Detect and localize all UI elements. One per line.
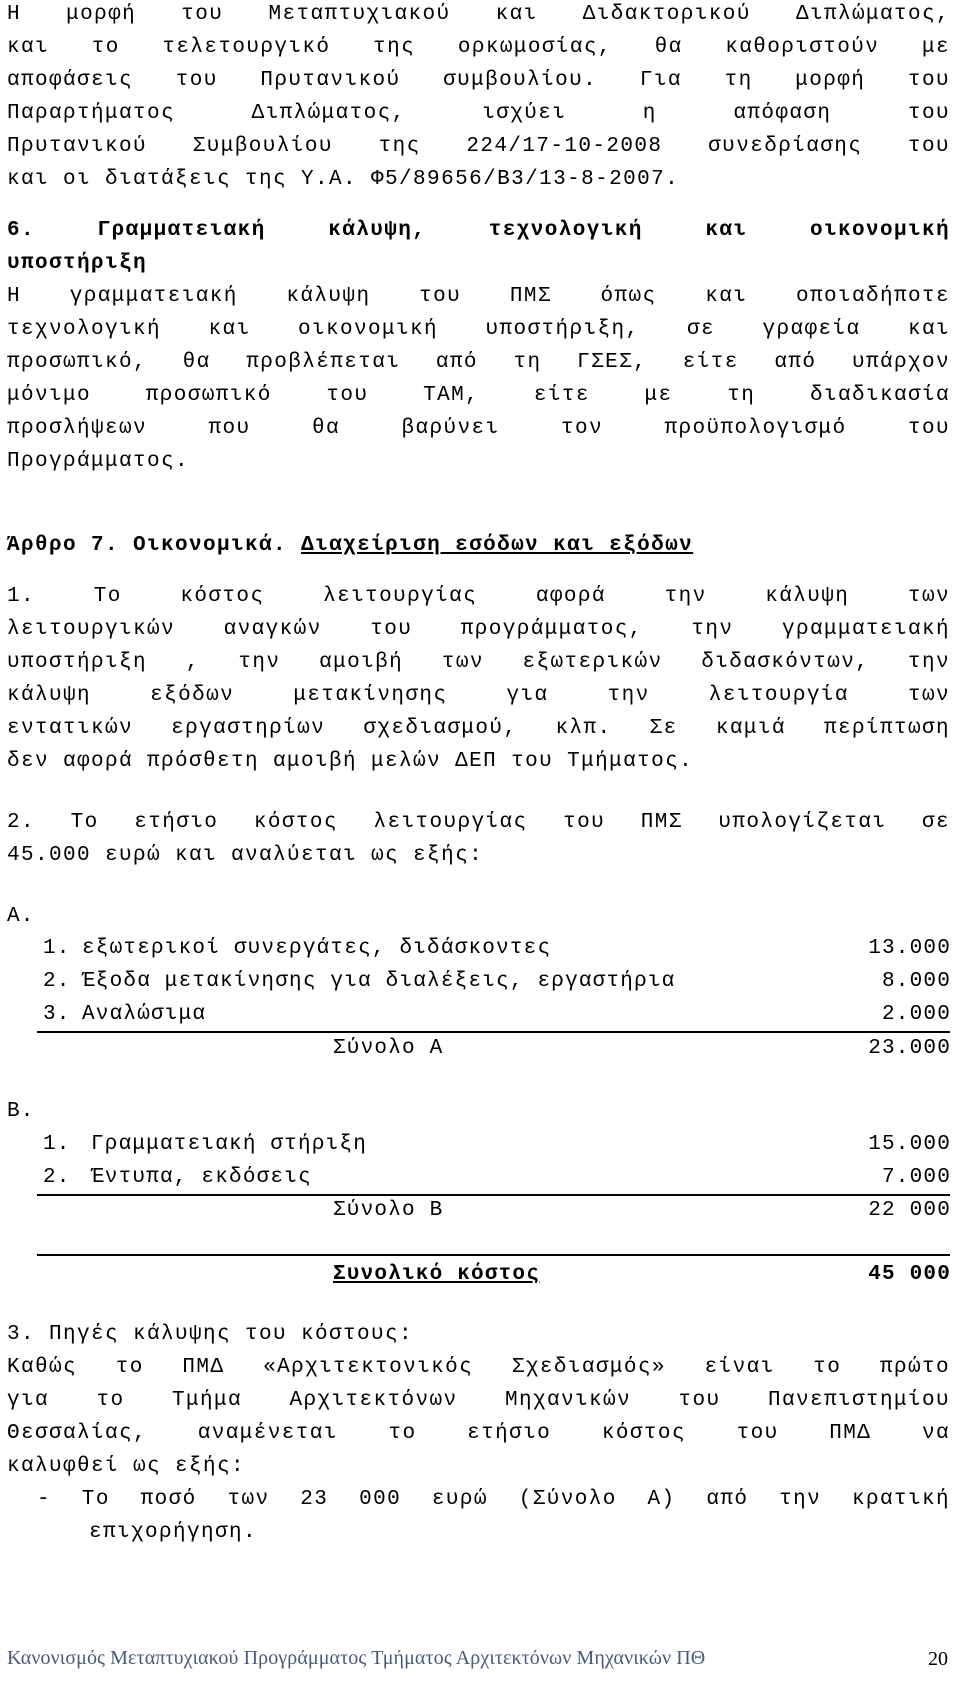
intro-line: αποφάσεις του Πρυτανικού συμβουλίου. Για τη μορφή του [7,69,950,92]
group-b-item-amount: 7.000 [881,1166,951,1189]
section-6-heading: υποστήριξη [7,252,148,275]
group-a-total-label: Σύνολο Α [333,1037,444,1060]
group-b-item-text: Έντυπα, εκδόσεις [91,1166,312,1189]
p3-line: Καθώς το ΠΜΔ «Αρχιτεκτονικός Σχεδιασμός» είναι το πρώτο [7,1356,950,1379]
p2-line: 45.000 ευρώ και αναλύεται ως εξής: [7,844,484,867]
group-a-label: Α. [7,905,35,928]
p1-line: λειτουργικών αναγκών του προγράμματος, την γραμματειακή [7,618,950,641]
p1-line: 1. Το κόστος λειτουργίας αφορά την κάλυψη των [7,585,950,608]
section-6-line: προσλήψεων που θα βαρύνει τον προϋπολογισμό του [7,417,950,440]
p1-line: εντατικών εργαστηρίων σχεδιασμού, κλπ. Σε καμιά περίπτωση [7,717,950,740]
group-a-rule [37,1031,950,1033]
grand-total-rule [37,1254,950,1256]
p3-line: για το Τμήμα Αρχιτεκτόνων Μηχανικών του Πανεπιστημίου [7,1389,950,1412]
bullet-line: επιχορήγηση. [89,1521,258,1544]
group-a-item-text: Έξοδα μετακίνησης για διαλέξεις, εργαστήρια [82,970,676,993]
group-a-item-num: 1. [43,937,71,960]
group-a-item-num: 2. [43,970,71,993]
group-a-item-text: εξωτερικοί συνεργάτες, διδάσκοντες [82,937,552,960]
article-7-title: Άρθρο 7. Οικονομικά. [7,534,288,557]
p3-line: 3. Πηγές κάλυψης του κόστους: [7,1323,414,1346]
page-number: 20 [928,1648,948,1670]
group-b-item-text: Γραμματειακή στήριξη [91,1133,368,1156]
intro-line: και το τελετουργικό της ορκωμοσίας, θα καθοριστούν με [7,36,950,59]
section-6-line: Προγράμματος. [7,450,190,473]
group-a-total-amount: 23.000 [868,1037,951,1060]
section-6-line: μόνιμο προσωπικό του ΤΑΜ, είτε με τη διαδικασία [7,384,950,407]
section-6-heading: 6. Γραμματειακή κάλυψη, τεχνολογική και οικονομική [7,219,950,242]
p3-line: Θεσσαλίας, αναμένεται το ετήσιο κόστος του ΠΜΔ να [7,1422,950,1445]
group-a-item-amount: 8.000 [881,970,951,993]
group-b-label: Β. [7,1100,35,1123]
p2-line: 2. Το ετήσιο κόστος λειτουργίας του ΠΜΣ υπολογίζεται σε [7,811,950,834]
section-6-line: Η γραμματειακή κάλυψη του ΠΜΣ όπως και οποιαδήποτε [7,285,950,308]
p1-line: δεν αφορά πρόσθετη αμοιβή μελών ΔΕΠ του Τμήματος. [7,750,694,773]
section-6-line: προσωπικό, θα προβλέπεται από τη ΓΣΕΣ, είτε από υπάρχον [7,351,950,374]
intro-line: Η μορφή του Μεταπτυχιακού και Διδακτορικού Διπλώματος, [7,3,950,26]
group-a-item-num: 3. [43,1003,71,1026]
intro-line: Παραρτήματος Διπλώματος, ισχύει η απόφαση του [7,102,950,125]
p3-line: καλυφθεί ως εξής: [7,1455,246,1478]
group-a-item-amount: 13.000 [868,937,951,960]
group-b-item-num: 2. [43,1166,71,1189]
article-7-subtitle: Διαχείριση εσόδων και εξόδων [301,534,694,557]
grand-total-label: Συνολικό κόστος [333,1263,541,1286]
p1-line: υποστήριξη , την αμοιβή των εξωτερικών διδασκόντων, την [7,651,950,674]
intro-line: και οι διατάξεις της Υ.Α. Φ5/89656/Β3/13-8-2007. [7,168,680,191]
group-a-item-amount: 2.000 [881,1003,951,1026]
section-6-line: τεχνολογική και οικονομική υποστήριξη, σε γραφεία και [7,318,950,341]
p1-line: κάλυψη εξόδων μετακίνησης για την λειτουργία των [7,684,950,707]
group-b-item-amount: 15.000 [868,1133,951,1156]
group-b-item-num: 1. [43,1133,71,1156]
intro-line: Πρυτανικού Συμβουλίου της 224/17-10-2008 συνεδρίασης του [7,135,950,158]
grand-total-amount: 45 000 [868,1263,951,1286]
article-7-heading [7,531,950,561]
page-footer: Κανονισμός Μεταπτυχιακού Προγράμματος Τμήματος Αρχιτεκτόνων Μηχανικών ΠΘ [7,1647,706,1669]
group-b-total-label: Σύνολο Β [333,1199,444,1222]
bullet-line: - Το ποσό των 23 000 ευρώ (Σύνολο Α) από την κρατική [37,1488,950,1511]
group-a-item-text: Αναλώσιμα [82,1003,207,1026]
group-b-total-amount: 22 000 [868,1199,951,1222]
